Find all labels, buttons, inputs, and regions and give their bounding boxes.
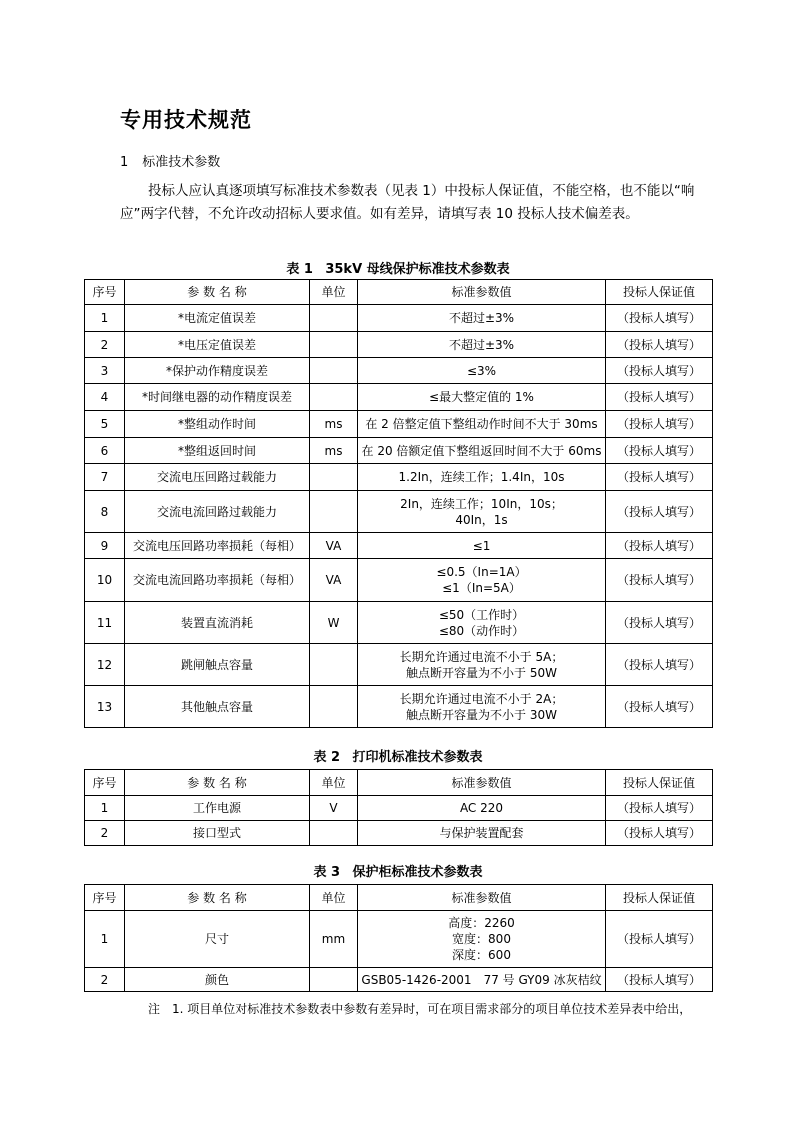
column-header: 投标人保证值: [606, 885, 713, 911]
table-row: [85, 384, 713, 411]
value-line: 2In，连续工作；10In，10s；: [400, 496, 563, 511]
intro-paragraph: 投标人应认真逐项填写标准技术参数表（见表 1）中投标人保证值，不能空格，也不能以“响应”两字代替，不允许改动招标人要求值。如有差异，请填写表 10 投标人技术偏差表。: [120, 183, 695, 222]
value-line: 在 20 倍额定值下整组返回时间不大于 60ms: [361, 443, 602, 458]
param-name-cell: *电压定值误差: [125, 332, 310, 358]
standard-value-cell: [358, 533, 606, 559]
standard-value-cell: [358, 438, 606, 464]
column-header: 标准参数值: [358, 885, 606, 911]
table-row: [85, 911, 713, 968]
value-line: ≤80（动作时）: [438, 623, 525, 638]
table2: [84, 769, 713, 846]
param-name-cell: 颜色: [125, 968, 310, 992]
footnote: [148, 1000, 691, 1017]
bidder-guarantee-cell: （投标人填写）: [606, 384, 713, 411]
unit-cell: ms: [310, 411, 358, 438]
row-number-cell: 9: [85, 533, 125, 559]
value-line: 1.2In，连续工作；1.4In，10s: [398, 470, 565, 484]
table1-label: 表 1: [286, 262, 313, 277]
bidder-guarantee-cell: （投标人填写）: [606, 796, 713, 821]
row-number-cell: 1: [85, 796, 125, 821]
column-header: 单位: [310, 280, 358, 305]
bidder-guarantee-cell: （投标人填写）: [606, 911, 713, 968]
bidder-guarantee-cell: （投标人填写）: [606, 686, 713, 728]
row-number-cell: 10: [85, 559, 125, 602]
value-line: 40In，1s: [455, 512, 508, 527]
row-number-cell: 13: [85, 686, 125, 728]
bidder-guarantee-cell: （投标人填写）: [606, 358, 713, 384]
table-header-row: [85, 280, 713, 305]
row-number-cell: 3: [85, 358, 125, 384]
unit-cell: ms: [310, 438, 358, 464]
value-line: GSB05-1426-2001 77 号 GY09 冰灰桔纹: [361, 972, 602, 987]
param-name-cell: 接口型式: [125, 821, 310, 846]
table-row: [85, 533, 713, 559]
bidder-guarantee-cell: （投标人填写）: [606, 602, 713, 644]
unit-cell: [310, 644, 358, 686]
param-name-cell: 交流电流回路功率损耗（每相）: [125, 559, 310, 602]
value-line: AC 220: [459, 801, 504, 815]
value-line: ≤1（In=5A）: [442, 581, 521, 595]
param-name-cell: 装置直流消耗: [125, 602, 310, 644]
value-line: 长期允许通过电流不小于 2A；: [399, 691, 564, 706]
table-row: [85, 968, 713, 992]
column-header: 单位: [310, 770, 358, 796]
unit-cell: [310, 968, 358, 992]
param-name-cell: 跳闸触点容量: [125, 644, 310, 686]
row-number-cell: 12: [85, 644, 125, 686]
table2-caption: [84, 746, 712, 765]
param-name-cell: *保护动作精度误差: [125, 358, 310, 384]
standard-value-cell: [358, 491, 606, 533]
bidder-guarantee-cell: （投标人填写）: [606, 438, 713, 464]
table-row: [85, 821, 713, 846]
param-name-cell: *电流定值误差: [125, 305, 310, 332]
column-header: 投标人保证值: [606, 280, 713, 305]
param-name-cell: 其他触点容量: [125, 686, 310, 728]
value-line: ≤最大整定值的 1%: [429, 390, 534, 404]
table2-title: 打印机标准技术参数表: [352, 750, 483, 765]
section-number: 1: [120, 155, 129, 170]
standard-value-cell: [358, 384, 606, 411]
column-header: 标准参数值: [358, 770, 606, 796]
table-row: [85, 411, 713, 438]
row-number-cell: 4: [85, 384, 125, 411]
value-line: 不超过±3%: [448, 311, 515, 325]
bidder-guarantee-cell: （投标人填写）: [606, 644, 713, 686]
table-row: [85, 796, 713, 821]
row-number-cell: 2: [85, 332, 125, 358]
table-row: [85, 305, 713, 332]
table1-caption: [84, 258, 712, 277]
column-header: 序号: [85, 770, 125, 796]
unit-cell: [310, 305, 358, 332]
bidder-guarantee-cell: （投标人填写）: [606, 491, 713, 533]
table2-label: 表 2: [313, 750, 341, 765]
param-name-cell: 交流电压回路功率损耗（每相）: [125, 533, 310, 559]
section-title: 标准技术参数: [142, 155, 221, 170]
value-line: 在 2 倍整定值下整组动作时间不大于 30ms: [365, 417, 598, 431]
standard-value-cell: [358, 968, 606, 992]
standard-value-cell: [358, 796, 606, 821]
column-header: 序号: [85, 280, 125, 305]
table1-title: 35kV 母线保护标准技术参数表: [325, 262, 510, 277]
standard-value-cell: [358, 411, 606, 438]
value-line: 高度：2260: [448, 916, 515, 930]
param-name-cell: 交流电压回路过载能力: [125, 464, 310, 491]
standard-value-cell: [358, 358, 606, 384]
column-header: 标准参数值: [358, 280, 606, 305]
standard-value-cell: [358, 602, 606, 644]
table-row: [85, 602, 713, 644]
table3-caption: [84, 861, 712, 880]
param-name-cell: 交流电流回路过载能力: [125, 491, 310, 533]
column-header: 投标人保证值: [606, 770, 713, 796]
table-row: [85, 559, 713, 602]
unit-cell: [310, 358, 358, 384]
table-row: [85, 686, 713, 728]
table-header-row: [85, 885, 713, 911]
footnote-text: 1. 项目单位对标准技术参数表中参数有差异时，可在项目需求部分的项目单位技术差异表中给出，: [172, 1002, 692, 1016]
page-title: 专用技术规范: [120, 108, 252, 132]
value-line: ≤0.5（In=1A）: [436, 565, 527, 579]
bidder-guarantee-cell: （投标人填写）: [606, 305, 713, 332]
value-line: ≤3%: [466, 363, 497, 378]
table-row: [85, 332, 713, 358]
unit-cell: VA: [310, 533, 358, 559]
row-number-cell: 1: [85, 305, 125, 332]
table-row: [85, 358, 713, 384]
unit-cell: [310, 686, 358, 728]
unit-cell: mm: [310, 911, 358, 968]
bidder-guarantee-cell: （投标人填写）: [606, 821, 713, 846]
param-name-cell: 工作电源: [125, 796, 310, 821]
row-number-cell: 2: [85, 968, 125, 992]
table3-label: 表 3: [313, 865, 341, 880]
footnote-label: 注: [148, 1002, 161, 1016]
bidder-guarantee-cell: （投标人填写）: [606, 533, 713, 559]
table-row: [85, 491, 713, 533]
standard-value-cell: [358, 559, 606, 602]
standard-value-cell: [358, 464, 606, 491]
value-line: 长期允许通过电流不小于 5A；: [399, 649, 564, 664]
column-header: 序号: [85, 885, 125, 911]
value-line: 触点断开容量为不小于 30W: [406, 707, 557, 722]
row-number-cell: 11: [85, 602, 125, 644]
standard-value-cell: [358, 305, 606, 332]
value-line: 与保护装置配套: [439, 826, 524, 840]
table3: [84, 884, 713, 992]
unit-cell: V: [310, 796, 358, 821]
table3-title: 保护柜标准技术参数表: [352, 865, 483, 880]
unit-cell: VA: [310, 559, 358, 602]
section-heading: [120, 151, 220, 170]
unit-cell: [310, 332, 358, 358]
value-line: 宽度：800: [452, 932, 511, 946]
unit-cell: W: [310, 602, 358, 644]
value-line: ≤50（工作时）: [438, 607, 525, 622]
value-line: 不超过±3%: [448, 337, 515, 352]
row-number-cell: 5: [85, 411, 125, 438]
bidder-guarantee-cell: （投标人填写）: [606, 968, 713, 992]
unit-cell: [310, 821, 358, 846]
unit-cell: [310, 491, 358, 533]
param-name-cell: *整组动作时间: [125, 411, 310, 438]
column-header: 参 数 名 称: [125, 770, 310, 796]
bidder-guarantee-cell: （投标人填写）: [606, 411, 713, 438]
unit-cell: [310, 464, 358, 491]
standard-value-cell: [358, 686, 606, 728]
bidder-guarantee-cell: （投标人填写）: [606, 332, 713, 358]
standard-value-cell: [358, 821, 606, 846]
table-row: [85, 644, 713, 686]
table-header-row: [85, 770, 713, 796]
column-header: 单位: [310, 885, 358, 911]
value-line: 深度：600: [452, 948, 511, 962]
unit-cell: [310, 384, 358, 411]
param-name-cell: 尺寸: [125, 911, 310, 968]
bidder-guarantee-cell: （投标人填写）: [606, 559, 713, 602]
value-line: ≤1: [472, 538, 491, 553]
row-number-cell: 2: [85, 821, 125, 846]
row-number-cell: 1: [85, 911, 125, 968]
standard-value-cell: [358, 644, 606, 686]
table1: [84, 279, 713, 728]
standard-value-cell: [358, 332, 606, 358]
row-number-cell: 8: [85, 491, 125, 533]
row-number-cell: 7: [85, 464, 125, 491]
param-name-cell: *时间继电器的动作精度误差: [125, 384, 310, 411]
column-header: 参 数 名 称: [125, 885, 310, 911]
table-row: [85, 438, 713, 464]
column-header: 参 数 名 称: [125, 280, 310, 305]
bidder-guarantee-cell: （投标人填写）: [606, 464, 713, 491]
table-row: [85, 464, 713, 491]
value-line: 触点断开容量为不小于 50W: [406, 665, 557, 680]
standard-value-cell: [358, 911, 606, 968]
param-name-cell: *整组返回时间: [125, 438, 310, 464]
row-number-cell: 6: [85, 438, 125, 464]
